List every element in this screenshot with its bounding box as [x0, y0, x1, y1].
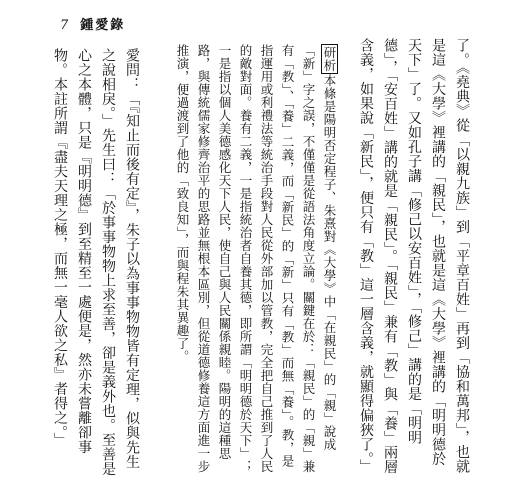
vertical-text-block	[44, 38, 474, 478]
book-title: 鍾愛錄	[80, 18, 126, 33]
page-number: 7	[60, 18, 69, 33]
commentary-text: 本條是陽明否定程子、朱熹對《大學》中「在親民」的「親」說成「新」字之誤，不僅僅是從語法角度立論。關鍵在於：「親民」的「親」兼有「教」、「養」二義，而「新民」的「新」只有「教」而無「養」。教，是指運用或利禮法等統治手段對人民從外部加以管教，完全把自己推到了人民的敵對面。養有二義，一是指統治者自養其德，即所謂「明明德於天下」；一是指以個人美德感化天下人民，使自己與人民關係親睦。陽明的這種思路，與傳統儒家修齊治平的思路並無根本區別，但從道德修養這方面進一步推演，便過渡到了他的「致良知」，而與程朱其異趣了。	[175, 44, 337, 473]
running-header	[60, 14, 125, 33]
commentary-label: 研析	[322, 46, 337, 72]
main-paragraph: 了。《堯典》從「以親九族」到「平章百姓」再到「協和萬邦」，也就是這《大學》裡講的「親民」，也就是這《大學》裡講的「明明德於天下」了。又如孔子講「修己以安百姓」，「修己」講的是「明明德」，「安百姓」講的就是「親民」。「親民」兼有「教」與「養」兩層含義，如果說「新民」，便只有「教」這一層含義，就顯得偏狹了。」	[358, 38, 470, 474]
quote-paragraph: 愛問：「『知止而後有定』，朱子以為事事物物皆有定理，似與先生之說相戾。」先生曰：「於事事物物上求至善，卻是義外也。至善是心之本體，只是『明明德』到至精至一處便是，然亦未嘗離卻事物。本註所謂『盡夫天理之極，而無一毫人欲之私』者得之。」	[52, 48, 140, 476]
commentary-section	[172, 38, 354, 478]
